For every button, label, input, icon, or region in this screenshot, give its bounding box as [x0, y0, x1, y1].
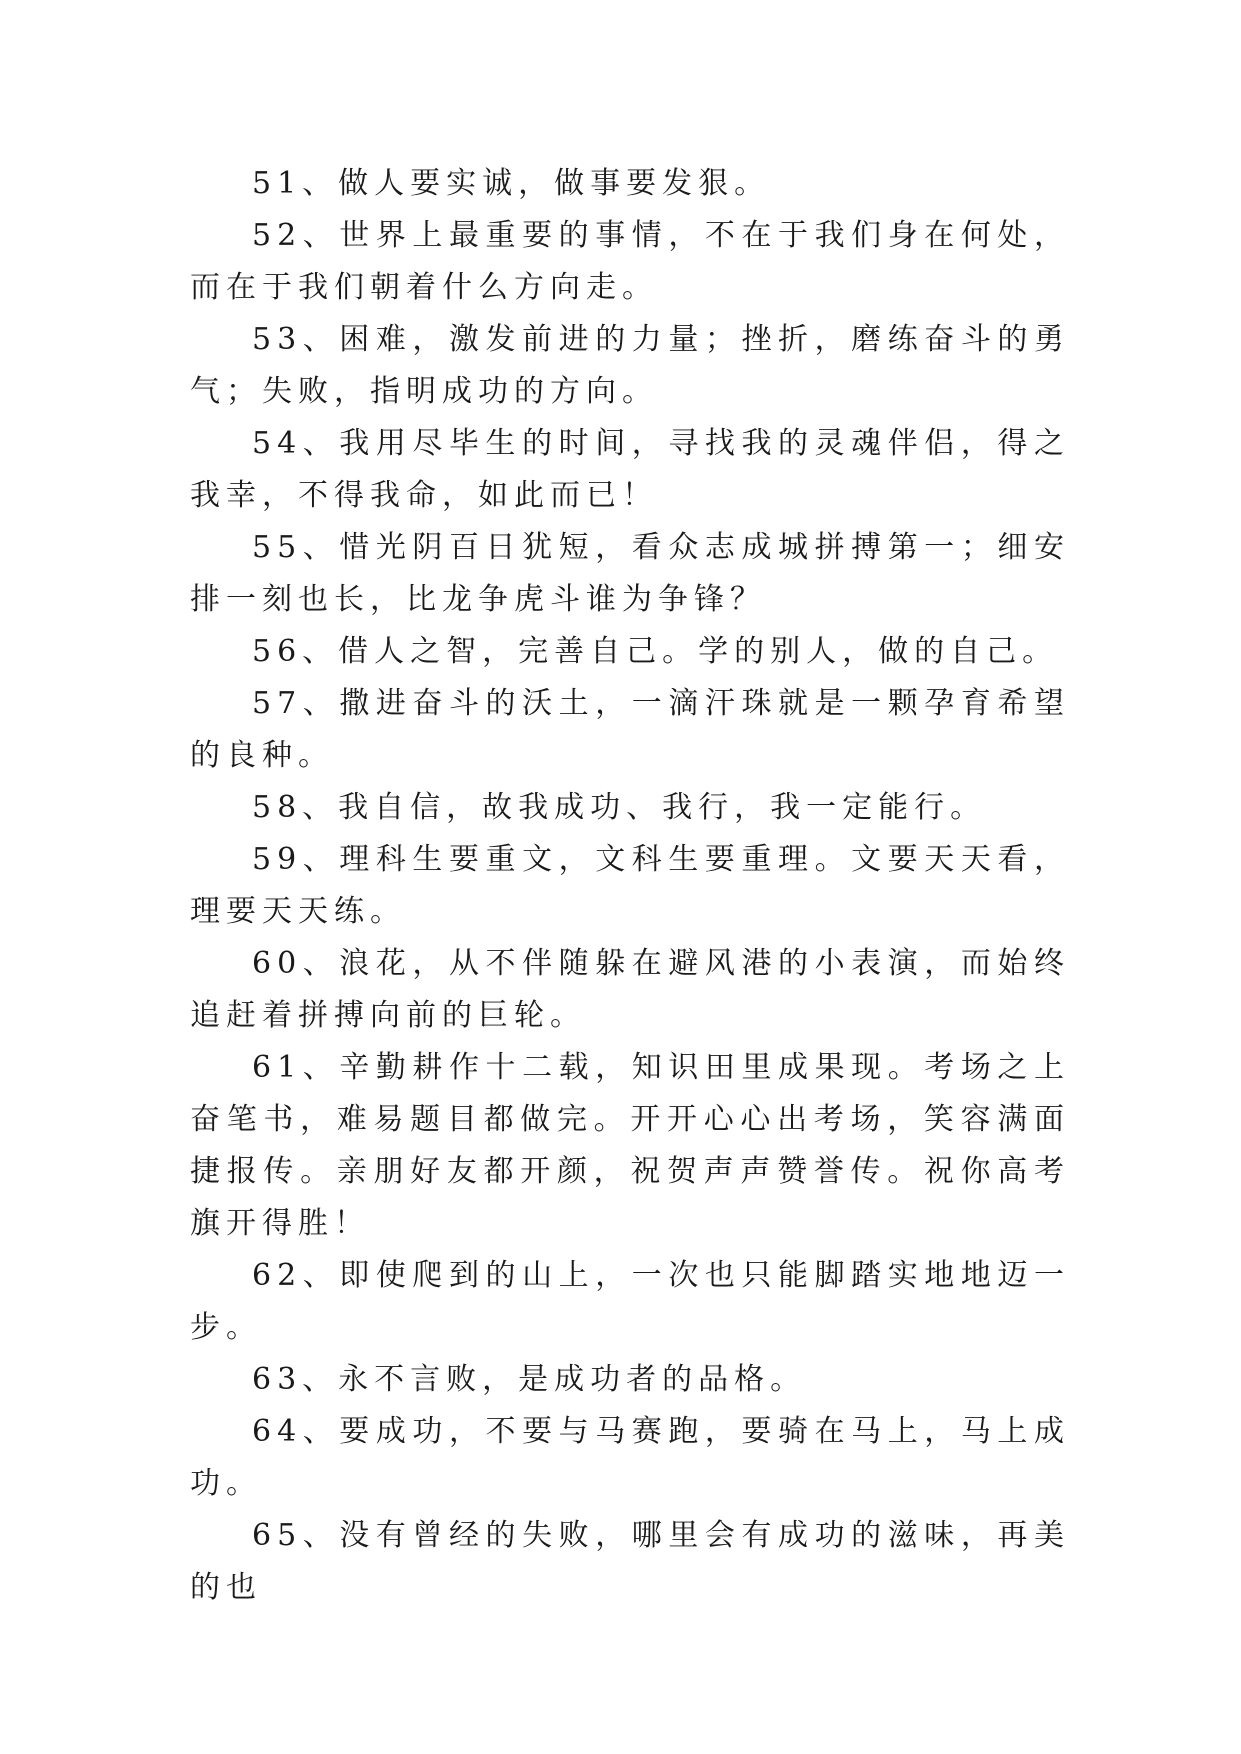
paragraph-51: 51、做人要实诚，做事要发狠。 — [252, 166, 771, 201]
paragraph-61: 61、辛勤耕作十二载，知识田里成果现。考场之上奋笔书，难易题目都做完。开开心心出考场，笑容满面捷报传。亲朋好友都开颜，祝贺声声赞誉传。祝你高考旗开得胜！ — [190, 1050, 1070, 1241]
paragraph-64: 64、要成功，不要与马赛跑，要骑在马上，马上成功。 — [190, 1414, 1070, 1501]
paragraph-60: 60、浪花，从不伴随躲在避风港的小表演，而始终追赶着拼搏向前的巨轮。 — [190, 946, 1070, 1033]
paragraph-58: 58、我自信，故我成功、我行，我一定能行。 — [252, 790, 987, 825]
paragraph-56: 56、借人之智，完善自己。学的别人，做的自己。 — [252, 634, 1059, 669]
paragraph-63: 63、永不言败，是成功者的品格。 — [252, 1362, 807, 1397]
paragraph-55: 55、惜光阴百日犹短，看众志成城拼搏第一；细安排一刻也长，比龙争虎斗谁为争锋？ — [190, 530, 1070, 617]
paragraph-53: 53、困难，激发前进的力量；挫折，磨练奋斗的勇气；失败，指明成功的方向。 — [190, 322, 1070, 409]
paragraph-65: 65、没有曾经的失败，哪里会有成功的滋味，再美的也 — [190, 1518, 1070, 1605]
paragraph-59: 59、理科生要重文，文科生要重理。文要天天看，理要天天练。 — [190, 842, 1070, 929]
paragraph-62: 62、即使爬到的山上，一次也只能脚踏实地地迈一步。 — [190, 1258, 1070, 1345]
paragraph-57: 57、撒进奋斗的沃土，一滴汗珠就是一颗孕育希望的良种。 — [190, 686, 1070, 773]
paragraph-52: 52、世界上最重要的事情，不在于我们身在何处，而在于我们朝着什么方向走。 — [190, 218, 1070, 305]
paragraph-54: 54、我用尽毕生的时间，寻找我的灵魂伴侣，得之我幸，不得我命，如此而已！ — [190, 426, 1070, 513]
document-page — [190, 158, 1070, 1614]
